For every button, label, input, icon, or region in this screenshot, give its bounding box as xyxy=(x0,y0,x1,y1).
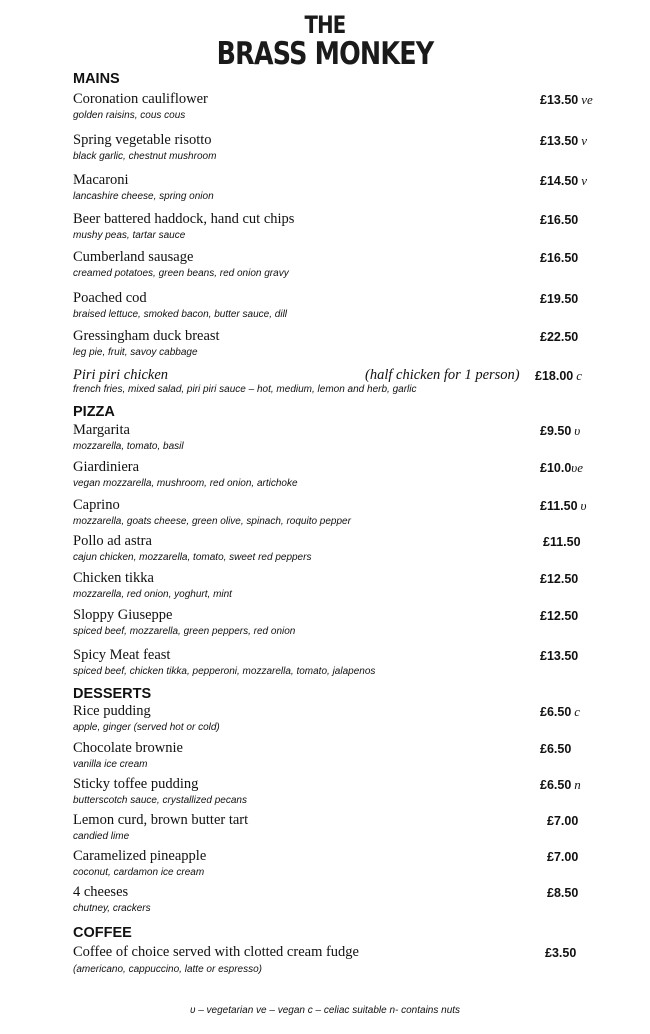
item-name: Beer battered haddock, hand cut chips xyxy=(73,211,295,227)
menu-item xyxy=(73,533,613,569)
menu-item xyxy=(73,249,613,285)
menu-item xyxy=(73,172,613,208)
item-name: Coronation cauliflower xyxy=(73,91,208,107)
menu-item xyxy=(73,290,613,326)
menu-item xyxy=(73,848,613,884)
item-price: £7.00 xyxy=(547,850,579,864)
item-price: £12.50 xyxy=(540,609,579,623)
item-name: Chicken tikka xyxy=(73,570,154,586)
item-price: £16.50 xyxy=(540,251,579,265)
diet-marker: v xyxy=(581,133,588,148)
item-description: cajun chicken, mozzarella, tomato, sweet red peppers xyxy=(73,552,312,563)
item-name: Coffee of choice served with clotted cream fudge xyxy=(73,944,359,960)
item-name: Caramelized pineapple xyxy=(73,848,207,864)
dietary-legend: υ – vegetarian ve – vegan c – celiac suitable n- contains nuts xyxy=(189,1005,461,1016)
menu-item xyxy=(73,647,613,683)
item-description: creamed potatoes, green beans, red onion gravy xyxy=(73,268,289,279)
diet-marker: v xyxy=(581,173,588,188)
item-description: black garlic, chestnut mushroom xyxy=(73,151,217,162)
item-name: Piri piri chicken xyxy=(73,367,169,383)
menu-item xyxy=(73,91,613,127)
menu-item xyxy=(73,776,613,812)
item-description: vegan mozzarella, mushroom, red onion, artichoke xyxy=(73,478,298,489)
item-name: 4 cheeses xyxy=(73,884,129,900)
section-heading-mains: MAINS xyxy=(73,71,120,87)
item-price: £13.50 xyxy=(540,649,579,663)
diet-marker: υ xyxy=(574,423,581,438)
item-name: Gressingham duck breast xyxy=(73,328,220,344)
item-name: Rice pudding xyxy=(73,703,151,719)
item-name: Margarita xyxy=(73,422,130,438)
item-name: Pollo ad astra xyxy=(73,533,152,549)
item-price: £12.50 xyxy=(540,572,579,586)
diet-marker: υe xyxy=(571,460,584,475)
item-description: butterscotch sauce, crystallized pecans xyxy=(73,795,247,806)
logo-line-brass-monkey: BRASS MONKEY xyxy=(216,36,434,72)
section-heading-pizza: PIZZA xyxy=(73,404,115,420)
section-heading-coffee: COFFEE xyxy=(73,925,132,941)
item-portion-note: (half chicken for 1 person) xyxy=(365,367,520,383)
menu-item xyxy=(73,740,613,776)
item-description: french fries, mixed salad, piri piri sauce – hot, medium, lemon and herb, garlic xyxy=(73,384,417,395)
item-price: £8.50 xyxy=(547,886,579,900)
item-description: braised lettuce, smoked bacon, butter sauce, dill xyxy=(73,309,288,320)
menu-item xyxy=(73,422,613,458)
item-price: £7.00 xyxy=(547,814,579,828)
item-description: coconut, cardamon ice cream xyxy=(73,867,205,878)
menu-item xyxy=(73,703,613,739)
item-price: £22.50 xyxy=(540,330,579,344)
item-description: golden raisins, cous cous xyxy=(73,110,186,121)
item-price: £18.00 c xyxy=(535,368,583,383)
diet-marker: n xyxy=(574,777,581,792)
item-name: Sticky toffee pudding xyxy=(73,776,199,792)
item-description: (americano, cappuccino, latte or espresso) xyxy=(73,964,262,975)
item-name: Giardiniera xyxy=(73,459,140,475)
item-name: Lemon curd, brown butter tart xyxy=(73,812,249,828)
item-price: £11.50 xyxy=(543,535,581,549)
item-name: Sloppy Giuseppe xyxy=(73,607,173,623)
item-description: lancashire cheese, spring onion xyxy=(73,191,214,202)
item-name: Cumberland sausage xyxy=(73,249,194,265)
item-price: £6.50 c xyxy=(540,704,581,719)
item-description: spiced beef, mozzarella, green peppers, red onion xyxy=(73,626,296,637)
item-price: £3.50 xyxy=(545,946,577,960)
item-description: apple, ginger (served hot or cold) xyxy=(73,722,220,733)
item-description: mushy peas, tartar sauce xyxy=(73,230,186,241)
item-price: £14.50 v xyxy=(540,173,588,188)
item-name: Macaroni xyxy=(73,172,129,188)
item-price: £9.50 υ xyxy=(540,423,581,438)
menu-item xyxy=(73,570,613,606)
item-description: spiced beef, chicken tikka, pepperoni, mozzarella, tomato, jalapenos xyxy=(73,666,376,677)
item-price: £16.50 xyxy=(540,213,579,227)
item-description: chutney, crackers xyxy=(73,903,151,914)
menu-item xyxy=(73,884,613,920)
item-price: £13.50 ve xyxy=(540,92,593,107)
restaurant-logo xyxy=(59,12,592,70)
item-description: mozzarella, tomato, basil xyxy=(73,441,184,452)
diet-marker: c xyxy=(576,368,583,383)
diet-marker: c xyxy=(574,704,581,719)
item-name: Spring vegetable risotto xyxy=(73,132,212,148)
item-description: candied lime xyxy=(73,831,130,842)
logo-line-the: THE xyxy=(304,11,346,39)
item-price: £11.50 υ xyxy=(540,498,587,513)
section-heading-desserts: DESSERTS xyxy=(73,686,152,702)
item-name: Caprino xyxy=(73,497,120,513)
item-price: £10.0υe xyxy=(540,460,584,475)
menu-item xyxy=(73,132,613,168)
item-name: Chocolate brownie xyxy=(73,740,183,756)
diet-marker: ve xyxy=(581,92,593,107)
menu-item xyxy=(73,497,613,533)
item-description: mozzarella, goats cheese, green olive, spinach, roquito pepper xyxy=(73,516,351,527)
item-description: mozzarella, red onion, yoghurt, mint xyxy=(73,589,232,600)
menu-item xyxy=(73,367,613,403)
item-description: leg pie, fruit, savoy cabbage xyxy=(73,347,198,358)
menu-item xyxy=(73,944,613,980)
menu-item xyxy=(73,328,613,364)
item-name: Spicy Meat feast xyxy=(73,647,171,663)
menu-item xyxy=(73,459,613,495)
item-price: £19.50 xyxy=(540,292,579,306)
diet-marker: υ xyxy=(580,498,587,513)
item-description: vanilla ice cream xyxy=(73,759,148,770)
item-price: £6.50 n xyxy=(540,777,581,792)
item-price: £13.50 v xyxy=(540,133,588,148)
menu-item xyxy=(73,812,613,848)
item-name: Poached cod xyxy=(73,290,147,306)
menu-item xyxy=(73,607,613,643)
menu-item xyxy=(73,211,613,247)
item-price: £6.50 xyxy=(540,742,572,756)
